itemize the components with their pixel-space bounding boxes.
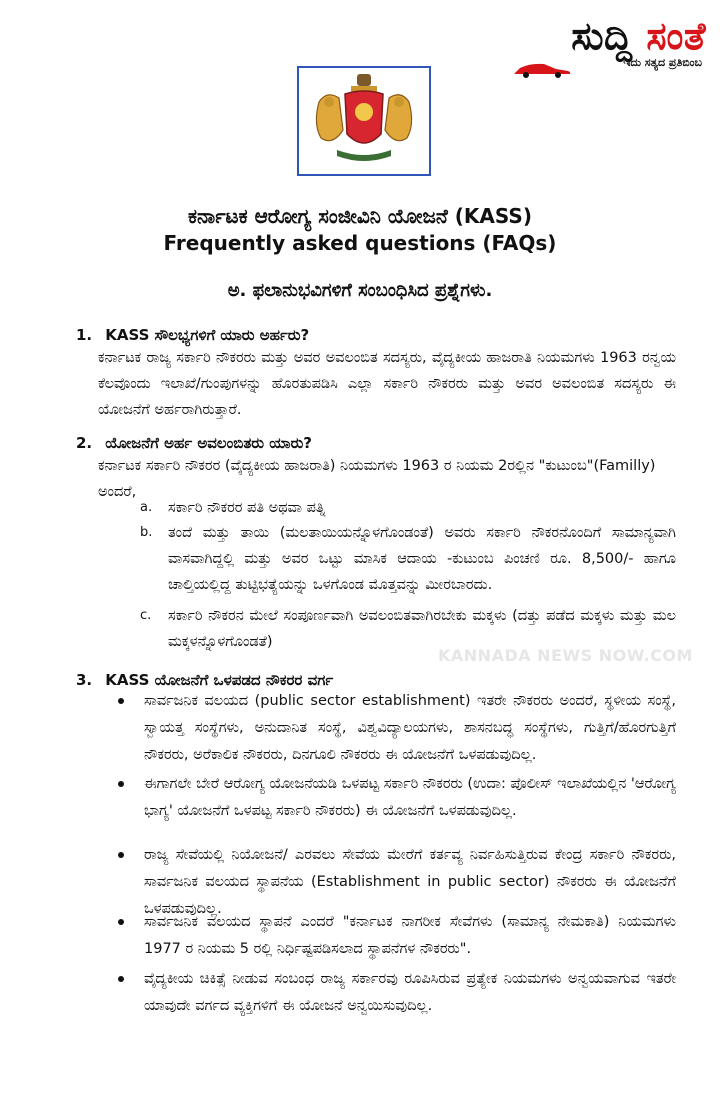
document-title-kannada: ಕರ್ನಾಟಕ ಆರೋಗ್ಯ ಸಂಜೀವಿನಿ ಯೋಜನೆ (KASS) [188,204,532,228]
brand-logo [506,14,706,70]
question-number: 1. [76,326,93,344]
list-item [140,495,676,521]
question-3 [76,671,333,689]
section-title: ಅ. ಫಲಾನುಭವಿಗಳಿಗೆ ಸಂಬಂಧಿಸಿದ ಪ್ರಶ್ನೆಗಳು. [227,280,493,301]
question-number: 3. [76,671,93,689]
list-item-text: ಸರ್ಕಾರಿ ನೌಕರನ ಮೇಲೆ ಸಂಪೂರ್ಣವಾಗಿ ಅವಲಂಬಿತವಾಗಿರಬೇಕು ಮಕ್ಕಳು (ದತ್ತು ಪಡೆದ ಮಕ್ಕಳು ಮತ್ತು ಮಲ ಮಕ್ಕಳನ್ನೊಳಗೊಂಡತೆ) [168,608,676,650]
list-marker: c. [140,608,152,623]
brand-tagline: ಇದು ಸತ್ಯದ ಪ್ರತಿಬಿಂಬ [623,56,702,69]
list-item [118,771,676,825]
bullet-text: ಸಾರ್ವಜನಿಕ ವಲಯದ ಸ್ಥಾಪನೆ ಎಂದರೆ "ಕರ್ನಾಟಕ ನಾಗರೀಕ ಸೇವೆಗಳು (ಸಾಮಾನ್ಯ ನೇಮಕಾತಿ) ನಿಯಮಗಳು 1977 ರ ನಿಯಮ 5 ರಲ್ಲಿ ನಿರ್ಧಿಷ್ಟಪಡಿಸಲಾದ ಸ್ಥಾಪನೆಗಳ ನೌಕರರು". [144,914,676,957]
emblem [297,66,431,176]
watermark: KANNADA NEWS NOW.COM [438,646,693,665]
brand-name-part1: ಸುದ್ದಿ [571,14,633,58]
question-text: ಯೋಜನೆಗೆ ಅರ್ಹ ಅವಲಂಬಿತರು ಯಾರು? [105,434,313,452]
list-item [118,909,676,963]
brand-name [506,14,706,58]
bullet-text: ಸಾರ್ವಜನಿಕ ವಲಯದ (public sector establishment) ಇತರೇ ನೌಕರರು ಅಂದರೆ, ಸ್ಥಳೀಯ ಸಂಸ್ಥೆ, ಸ್ವಾಯತ್ತ ಸಂಸ್ಥೆಗಳು, ಅನುದಾನಿತ ಸಂಸ್ಥೆ, ವಿಶ್ವವಿದ್ಯಾಲಯಗಳು, ಶಾಸನಬದ್ಧ ಸಂಸ್ಥೆಗಳು, ಗುತ್ತಿಗೆ/ಹೊರಗುತ್ತಿಗೆ ನೌಕರರು, ಅರೆಕಾಲಿಕ ನೌಕರರು, ದಿನಗೂಲಿ ನೌಕರರು ಈ ಯೋಜನೆಗೆ ಒಳಪಡುವುದಿಲ್ಲ. [144,693,676,763]
bullet-icon [118,976,124,982]
answer-2-intro: ಕರ್ನಾಟಕ ಸರ್ಕಾರಿ ನೌಕರರ (ವೈದ್ಯಕೀಯ ಹಾಜರಾತಿ) ನಿಯಮಗಳು 1963 ರ ನಿಯಮ 2ರಲ್ಲಿನ "ಕುಟುಂಬ"(Familly) ಅಂದರೆ, [98,458,656,500]
list-marker: a. [140,500,153,515]
bullet-icon [118,698,124,704]
bullet-text: ರಾಜ್ಯ ಸೇವೆಯಲ್ಲಿ ನಿಯೋಜನೆ/ ಎರವಲು ಸೇವೆಯ ಮೇರೆಗೆ ಕರ್ತವ್ಯ ನಿರ್ವಹಿಸುತ್ತಿರುವ ಕೇಂದ್ರ ಸರ್ಕಾರಿ ನೌಕರರು, ಸಾರ್ವಜನಿಕ ವಲಯದ ಸ್ಥಾಪನೆಯ (Establishment in public sector) ನೌಕರರು ಈ ಯೋಜನೆಗೆ ಒಳಪಡುವುದಿಲ್ಲ. [144,847,676,917]
list-item [118,966,676,1020]
karnataka-emblem-icon [299,68,429,174]
question-2 [76,434,312,452]
bullet-icon [118,919,124,925]
bullet-text: ಈಗಾಗಲೇ ಬೇರೆ ಆರೋಗ್ಯ ಯೋಜನೆಯಡಿ ಒಳಪಟ್ಟ ಸರ್ಕಾರಿ ನೌಕರರು (ಉದಾ: ಪೊಲೀಸ್ ಇಲಾಖೆಯಲ್ಲಿನ 'ಆರೋಗ್ಯ ಭಾಗ್ಯ' ಯೋಜನೆಗೆ ಒಳಪಟ್ಟ ಸರ್ಕಾರಿ ನೌಕರರು) ಈ ಯೋಜನೆಗೆ ಒಳಪಡುವುದಿಲ್ಲ. [144,776,676,819]
bullet-text: ವೈದ್ಯಕೀಯ ಚಿಕಿತ್ಸೆ ನೀಡುವ ಸಂಬಂಧ ರಾಜ್ಯ ಸರ್ಕಾರವು ರೂಪಿಸಿರುವ ಪ್ರತ್ಯೇಕ ನಿಯಮಗಳು ಅನ್ವಯವಾಗುವ ಇತರೇ ಯಾವುದೇ ವರ್ಗದ ವ್ಯಕ್ತಿಗಳಿಗೆ ಈ ಯೋಜನೆ ಅನ್ವಯಿಸುವುದಿಲ್ಲ. [144,971,676,1014]
list-item-text: ತಂದೆ ಮತ್ತು ತಾಯಿ (ಮಲತಾಯಿಯನ್ನೊಳಗೊಂಡಂತೆ) ಅವರು ಸರ್ಕಾರಿ ನೌಕರನೊಂದಿಗೆ ಸಾಮಾನ್ಯವಾಗಿ ವಾಸವಾಗಿದ್ದಲ್ಲಿ ಮತ್ತು ಅವರ ಒಟ್ಟು ಮಾಸಿಕ ಆದಾಯ -ಕುಟುಂಬ ಪಿಂಚಣಿ ರೂ. 8,500/- ಹಾಗೂ ಚಾಲ್ತಿಯಲ್ಲಿದ್ದ ತುಟ್ಟಿಭತ್ಯೆಯನ್ನು ಒಳಗೊಂಡ ಮೊತ್ತವನ್ನು ಮೀರಬಾರದು. [168,525,676,593]
list-item [140,520,676,598]
car-icon [510,60,574,78]
answer-1: ಕರ್ನಾಟಕ ರಾಜ್ಯ ಸರ್ಕಾರಿ ನೌಕರರು ಮತ್ತು ಅವರ ಅವಲಂಬಿತ ಸದಸ್ಯರು, ವೈದ್ಯಕೀಯ ಹಾಜರಾತಿ ನಿಯಮಗಳು 1963 ರನ್ವಯ ಕೆಲವೊಂದು ಇಲಾಖೆ/ಗುಂಪುಗಳನ್ನು ಹೊರತುಪಡಿಸಿ ಎಲ್ಲಾ ಸರ್ಕಾರಿ ನೌಕರರು ಮತ್ತು ಅವರ ಅವಲಂಬಿತ ಸದಸ್ಯರು ಈ ಯೋಜನೆಗೆ ಅರ್ಹರಾಗಿರುತ್ತಾರೆ. [98,350,676,418]
question-text: KASS ಯೋಜನೆಗೆ ಒಳಪಡದ ನೌಕರರ ವರ್ಗ [105,671,334,689]
list-marker: b. [140,525,153,540]
brand-name-part2: ಸಂತೆ [646,14,706,58]
question-1 [76,326,309,344]
document-title-english: Frequently asked questions (FAQs) [163,231,557,255]
question-text: KASS ಸೌಲಭ್ಯಗಳಿಗೆ ಯಾರು ಅರ್ಹರು? [105,326,310,344]
list-item [118,688,676,769]
bullet-icon [118,781,124,787]
bullet-icon [118,852,124,858]
question-number: 2. [76,434,93,452]
list-item-text: ಸರ್ಕಾರಿ ನೌಕರರ ಪತಿ ಅಥವಾ ಪತ್ನಿ [168,500,326,516]
